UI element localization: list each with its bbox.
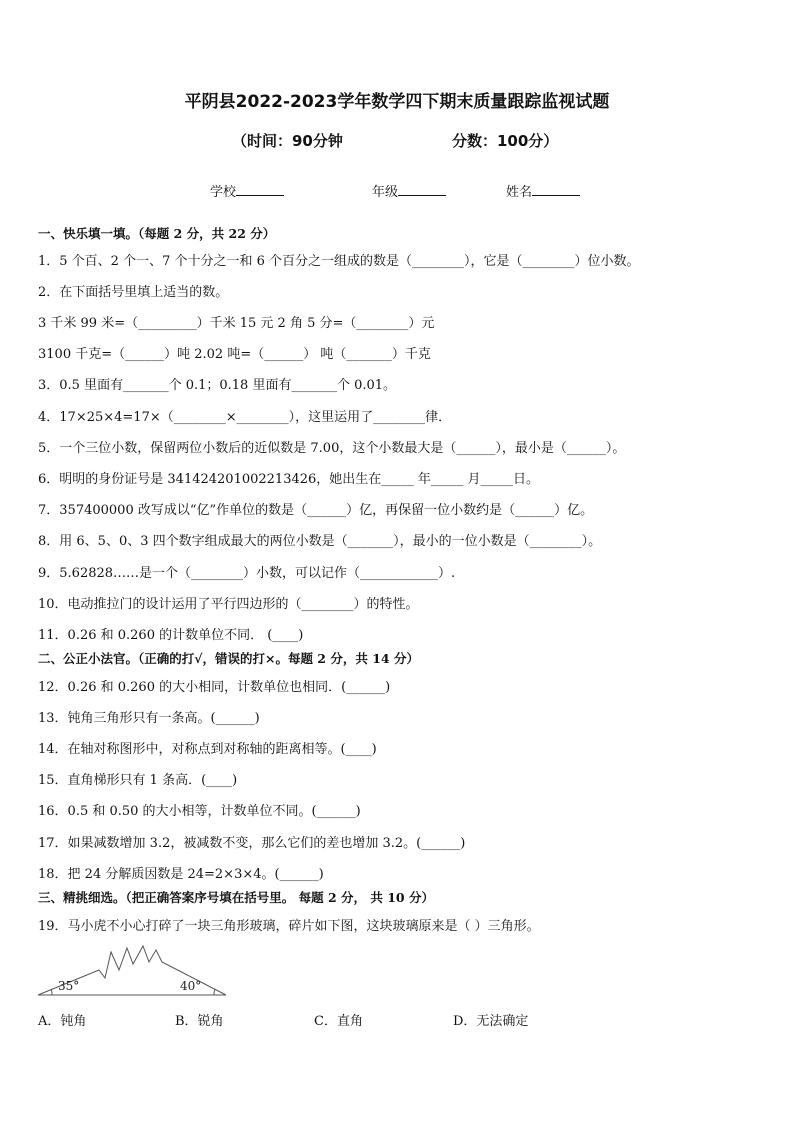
- school-blank: [236, 182, 284, 196]
- broken-triangle-figure: [36, 944, 232, 1000]
- question-line: 10．电动推拉门的设计运用了平行四边形的（________）的特性。: [38, 597, 419, 612]
- school-field: [210, 181, 284, 200]
- left-angle-label: 35°: [58, 979, 80, 993]
- name-label: 姓名: [506, 185, 533, 200]
- question-line: 18．把 24 分解质因数是 24=2×3×4。(______): [38, 867, 324, 882]
- question-line: 5．一个三位小数，保留两位小数后的近似数是 7.00，这个小数最大是（______），最小是（______）。: [38, 441, 626, 456]
- grade-blank: [398, 182, 446, 196]
- question-line: 6．明明的身份证号是 341424201002213426，她出生在_____ 年_____ 月_____日。: [38, 472, 540, 487]
- time-limit: （时间：90分钟: [232, 132, 343, 150]
- question-line: 2．在下面括号里填上适当的数。: [38, 285, 229, 300]
- right-angle-arc: [214, 989, 215, 995]
- student-info: [0, 181, 794, 199]
- left-angle-arc: [51, 989, 52, 995]
- question-line: 3 千米 99 米=（_________）千米 15 元 2 角 5 分=（________）元: [38, 316, 435, 331]
- right-angle-label: 40°: [180, 979, 202, 993]
- grade-label: 年级: [372, 185, 399, 200]
- exam-info: [0, 130, 794, 150]
- option-d: D．无法确定: [453, 1014, 529, 1029]
- question-line: 12．0.26 和 0.260 的大小相同，计数单位也相同．(______): [38, 680, 391, 695]
- school-label: 学校: [210, 185, 237, 200]
- question-line: 3100 千克=（______）吨 2.02 吨=（______） 吨（_______）千克: [38, 347, 431, 362]
- question-line: 1．5 个百、2 个一、7 个十分之一和 6 个百分之一组成的数是（________），它是（________）位小数。: [38, 254, 640, 269]
- option-b: B．锐角: [175, 1014, 224, 1029]
- grade-field: [372, 181, 446, 200]
- question-line: 8．用 6、5、0、3 四个数字组成最大的两位小数是（_______），最小的一位小数是（________）。: [38, 534, 602, 549]
- question-line: 17．如果减数增加 3.2，被减数不变，那么它们的差也增加 3.2。(______): [38, 836, 466, 851]
- question-line: 9．5.62828……是一个（________）小数，可以记作（____________）.: [38, 566, 456, 581]
- question-line: 7．357400000 改写成以“亿”作单位的数是（______）亿，再保留一位小数约是（______）亿。: [38, 503, 594, 518]
- question-line: 13．钝角三角形只有一条高。(______): [38, 711, 260, 726]
- question-line: 11．0.26 和 0.260 的计数单位不同． (____): [38, 628, 304, 643]
- page-title: 平阴县2022-2023学年数学四下期末质量跟踪监视试题: [184, 92, 610, 112]
- question-line: 14．在轴对称图形中，对称点到对称轴的距离相等。(____): [38, 742, 377, 757]
- option-c: C．直角: [314, 1014, 363, 1029]
- question-line: 4．17×25×4=17×（________×________），这里运用了________律．: [38, 410, 452, 425]
- name-field: [506, 181, 580, 200]
- question-line: 15．直角梯形只有 1 条高．(____): [38, 773, 238, 788]
- question-line: 19．马小虎不小心打碎了一块三角形玻璃，碎片如下图，这块玻璃原来是（ ）三角形。: [38, 919, 540, 934]
- section-header: 三、精挑细选。（把正确答案序号填在括号里。 每题 2 分， 共 10 分）: [38, 890, 434, 905]
- total-score: 分数：100分）: [452, 132, 559, 150]
- section-header: 二、公正小法官。（正确的打√，错误的打×。每题 2 分，共 14 分）: [38, 651, 419, 666]
- name-blank: [532, 182, 580, 196]
- option-a: A．钝角: [38, 1014, 87, 1029]
- section-header: 一、快乐填一填。（每题 2 分，共 22 分）: [38, 226, 276, 241]
- question-line: 16．0.5 和 0.50 的大小相等，计数单位不同。(______): [38, 804, 361, 819]
- question-line: 3．0.5 里面有_______个 0.1；0.18 里面有_______个 0.01。: [38, 378, 397, 393]
